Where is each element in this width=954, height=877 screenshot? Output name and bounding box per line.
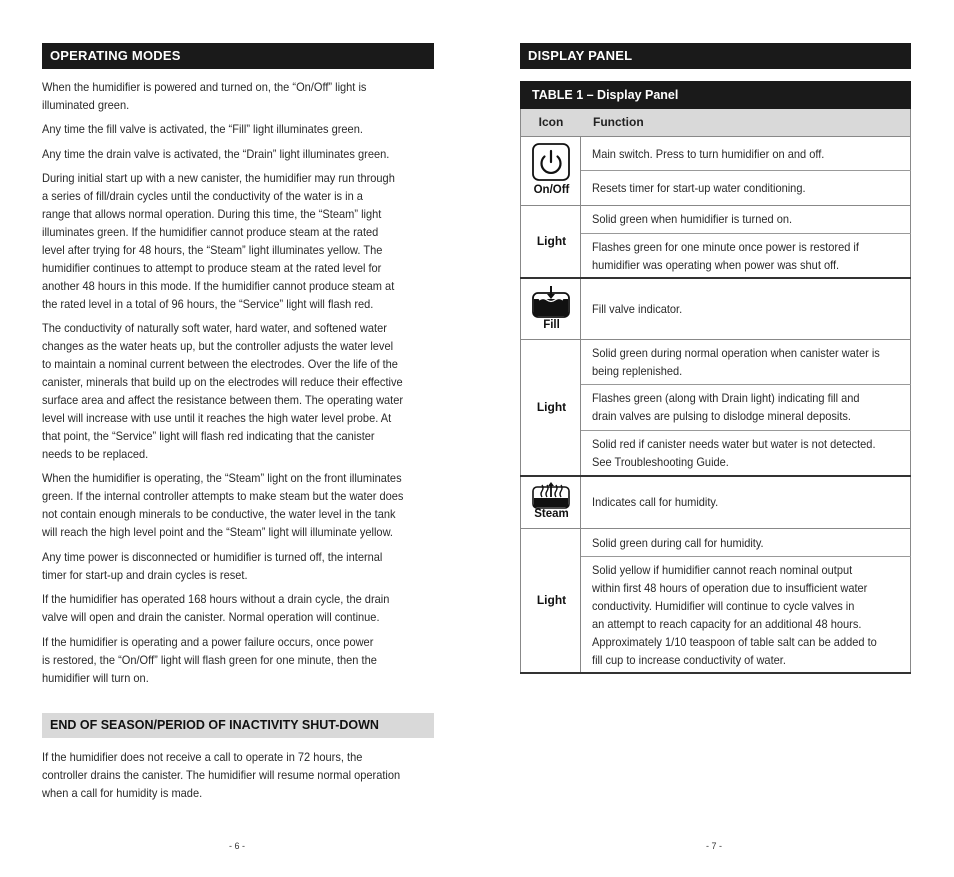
steam-function: Indicates call for humidity.	[581, 477, 911, 528]
display-panel-heading: DISPLAY PANEL	[520, 43, 911, 69]
fill-icon-label: Fill	[543, 319, 560, 331]
page-number-right: - 7 -	[706, 841, 723, 851]
paragraph-5: The conductivity of naturally soft water, hard water, and softened water changes as the water heats up, but the controller adjusts the water level to maintain a nominal current between the electrodes. Over the life of the canister, minerals that build up on the electrodes will reduce their effective surface area and affect the resistance between them. The operating water level will increase with use until it reaches the high water level probe. At that point, the “Service” light will flash red indicating that the canister needs to be replaced.	[42, 321, 404, 461]
fill-light-cell	[520, 340, 581, 475]
onoff-function-2: Resets timer for start-up water conditioning.	[581, 171, 911, 205]
steam-light-function-2: Solid yellow if humidifier cannot reach nominal output within first 48 hours of operation due to insufficient water conductivity. Humidifier will continue to cycle valves in an attempt to reach capacity for an additional 48 hours. Approximately 1/10 teaspoon of table salt can be added to fill cup to increase conductivity of water.	[581, 557, 911, 672]
col-function-header: Function	[593, 115, 644, 129]
table-caption: TABLE 1 – Display Panel	[520, 81, 911, 109]
paragraph-2: Any time the fill valve is activated, the “Fill” light illuminates green.	[42, 122, 363, 136]
paragraph-8: If the humidifier has operated 168 hours without a drain cycle, the drain valve will open and drain the canister. Normal operation will continue.	[42, 592, 390, 624]
col-icon-header: Icon	[538, 115, 564, 129]
page-number-left: - 6 -	[229, 841, 246, 851]
onoff-light-function-2: Flashes green for one minute once power is restored if humidifier was operating when power was shut off.	[581, 234, 911, 277]
paragraph-9: If the humidifier is operating and a power failure occurs, once power is restored, the “On/Off” light will flash green for one minute, then the humidifier will turn on.	[42, 635, 377, 685]
onoff-light-label: Light	[536, 234, 567, 248]
paragraph-6: When the humidifier is operating, the “Steam” light on the front illuminates green. If the internal controller attempts to make steam but the water does not contain enough minerals to be conductive, the water level in the tank will reach the high level point and the “Steam” light will illuminate yellow.	[42, 471, 404, 539]
paragraph-3: Any time the drain valve is activated, the “Drain” light illuminates green.	[42, 147, 390, 161]
steam-icon-cell	[520, 477, 581, 528]
fill-light-label: Light	[536, 400, 567, 414]
fill-icon-cell	[520, 279, 581, 339]
onoff-function-1: Main switch. Press to turn humidifier on and off.	[581, 137, 911, 171]
fill-light-function-3: Solid red if canister needs water but water is not detected. See Troubleshooting Guide.	[581, 431, 911, 475]
table-header	[520, 109, 911, 136]
paragraph-shutdown: If the humidifier does not receive a call to operate in 72 hours, the controller drains the canister. The humidifier will resume normal operation when a call for humidity is made.	[42, 750, 401, 800]
steam-light-cell	[520, 529, 581, 672]
paragraph-1: When the humidifier is powered and turned on, the “On/Off” light is illuminated green.	[42, 80, 367, 112]
fill-light-function-2: Flashes green (along with Drain light) indicating fill and drain valves are pulsing to dislodge mineral deposits.	[581, 385, 911, 430]
fill-function: Fill valve indicator.	[581, 279, 911, 339]
steam-light-function-1: Solid green during call for humidity.	[581, 529, 911, 556]
onoff-icon-cell	[520, 137, 581, 205]
steam-icon	[531, 481, 571, 509]
operating-modes-heading: OPERATING MODES	[42, 43, 434, 69]
onoff-light-function-1: Solid green when humidifier is turned on.	[581, 206, 911, 234]
paragraph-4: During initial start up with a new canister, the humidifier may run through a series of fill/drain cycles until the conductivity of the water is in a range that allows normal operation. During this time, the “Steam” light illuminates green. If the humidifier cannot produce steam at the rated level after trying for 48 hours, the “Steam” light illuminates yellow. The humidifier continues to attempt to produce steam at the rated level for another 48 hours in this mode. If the humidifier cannot produce steam at the rated level in a total of 96 hours, the “Service” light will flash red.	[42, 171, 395, 311]
steam-icon-label: Steam	[534, 508, 569, 520]
power-icon	[531, 142, 571, 182]
onoff-icon-label: On/Off	[533, 184, 570, 196]
paragraph-7: Any time power is disconnected or humidifier is turned off, the internal timer for start-up and drain cycles is reset.	[42, 550, 383, 582]
fill-light-function-1: Solid green during normal operation when canister water is being replenished.	[581, 340, 911, 385]
end-of-season-heading: END OF SEASON/PERIOD OF INACTIVITY SHUT-DOWN	[42, 713, 434, 738]
onoff-light-cell	[520, 206, 581, 277]
fill-valve-icon	[531, 285, 571, 319]
steam-light-label: Light	[536, 593, 567, 607]
